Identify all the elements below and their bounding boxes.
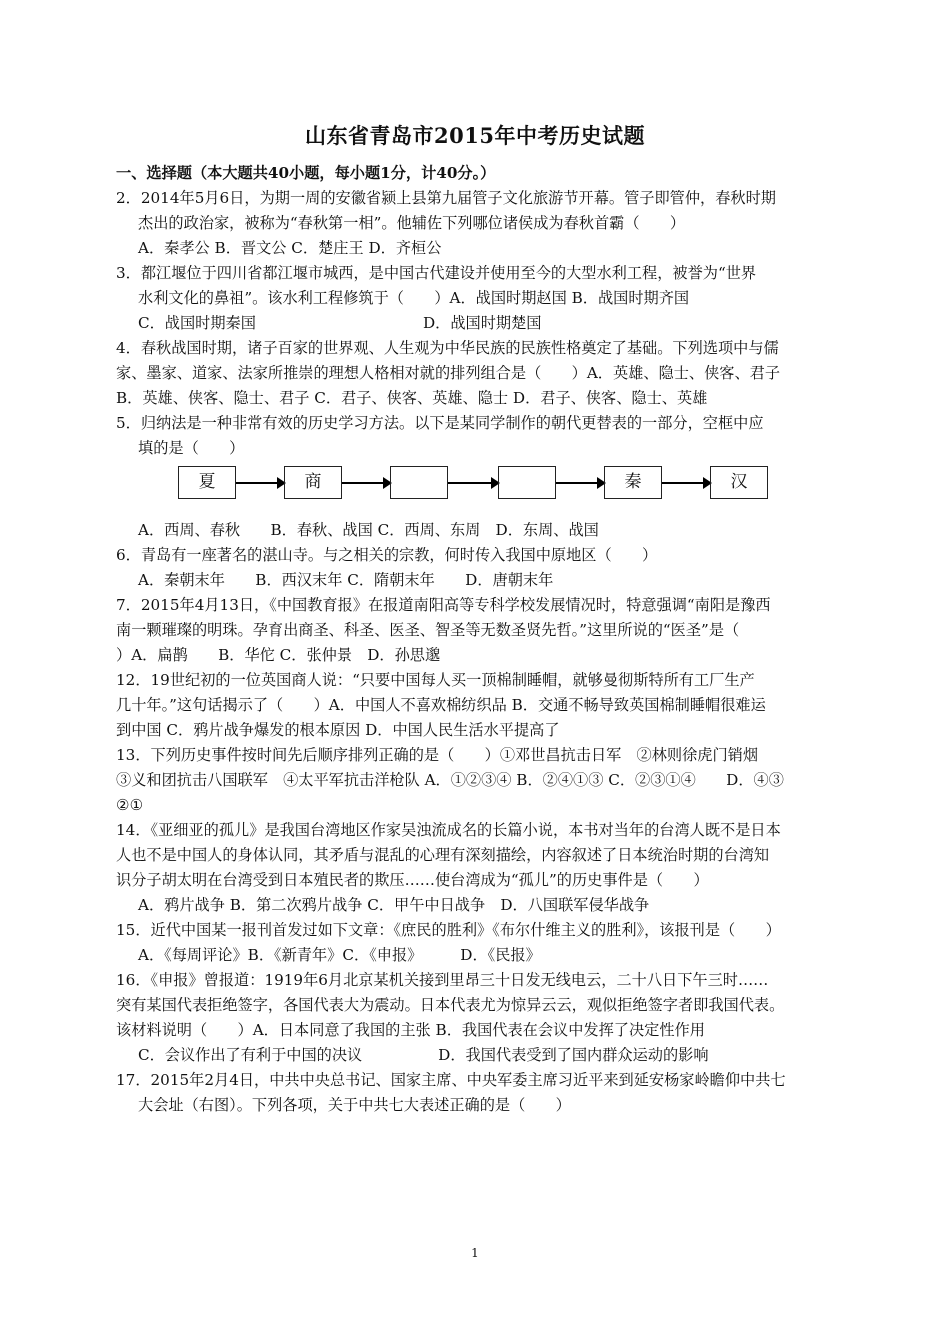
question-13-line-1: 13．下列历史事件按时间先后顺序排列正确的是（ ）①邓世昌抗击日军 ②林则徐虎门销烟 bbox=[116, 746, 759, 764]
question-13-line-2: ③义和团抗击八国联军 ④太平军抗击洋枪队 A．①②③④ B．②④①③ C．②③①④ D．④③ bbox=[116, 771, 784, 789]
question-7-options: ）A．扁鹊 B．华佗 C．张仲景 D．孙思邈 bbox=[116, 646, 441, 664]
question-12-line-2: 几十年。”这句话揭示了（ ）A．中国人不喜欢棉纺织品 B．交通不畅导致英国棉制睡帽很难运 bbox=[116, 696, 766, 714]
question-14-options: A．鸦片战争 B．第二次鸦片战争 C．甲午中日战争 D．八国联军侵华战争 bbox=[138, 896, 650, 914]
question-3-line-2: 水利文化的鼻祖”。该水利工程修筑于（ ）A．战国时期赵国 B．战国时期齐国 bbox=[138, 289, 690, 307]
question-15-line-1: 15．近代中国某一报刊首发过如下文章：《庶民的胜利》《布尔什维主义的胜利》，该报刊是（ ） bbox=[116, 921, 781, 939]
question-7-line-1: 7．2015年4月13日，《中国教育报》在报道南阳高等专科学校发展情况时，特意强调“南阳是豫西 bbox=[116, 596, 771, 614]
dynasty-box-shang: 商 bbox=[284, 466, 342, 499]
question-16-line-1: 16．《申报》曾报道：1919年6月北京某机关接到里昂三十日发无线电云，二十八日下午三时…… bbox=[116, 971, 769, 989]
arrow-2 bbox=[342, 482, 390, 484]
dynasty-box-qin: 秦 bbox=[604, 466, 662, 499]
question-6-line-1: 6．青岛有一座著名的湛山寺。与之相关的宗教，何时传入我国中原地区（ ） bbox=[116, 546, 658, 564]
section-heading: 一、选择题（本大题共40小题，每小题1分，计40分。） bbox=[116, 164, 496, 182]
question-17-line-2: 大会址（右图）。下列各项，关于中共七大表述正确的是（ ） bbox=[138, 1096, 571, 1114]
question-4-line-2: 家、墨家、道家、法家所推崇的理想人格相对就的排列组合是（ ）A．英雄、隐士、侠客、君子 bbox=[116, 364, 781, 382]
dynasty-box-blank-2 bbox=[498, 466, 556, 499]
dynasty-box-han: 汉 bbox=[710, 466, 768, 499]
question-5-line-2: 填的是（ ） bbox=[138, 439, 245, 457]
question-6-options: A．秦朝末年 B．西汉末年 C．隋朝末年 D．唐朝末年 bbox=[138, 571, 554, 589]
question-3-line-1: 3．都江堰位于四川省都江堰市城西，是中国古代建设并使用至今的大型水利工程，被誉为“世界 bbox=[116, 264, 757, 282]
dynasty-box-xia: 夏 bbox=[178, 466, 236, 499]
question-16-line-3: 该材料说明（ ）A．日本同意了我国的主张 B．我国代表在会议中发挥了决定性作用 bbox=[116, 1021, 705, 1039]
dynasty-box-blank-1 bbox=[390, 466, 448, 499]
question-5-line-1: 5．归纳法是一种非常有效的历史学习方法。以下是某同学制作的朝代更替表的一部分，空框中应 bbox=[116, 414, 764, 432]
question-2-line-2: 杰出的政治家，被称为“春秋第一相”。他辅佐下列哪位诸侯成为春秋首霸（ ） bbox=[138, 214, 686, 232]
question-17-line-1: 17．2015年2月4日，中共中央总书记、国家主席、中央军委主席习近平来到延安杨家岭瞻仰中共七 bbox=[116, 1071, 786, 1089]
question-4-options: B．英雄、侠客、隐士、君子 C．君子、侠客、英雄、隐士 D．君子、侠客、隐士、英雄 bbox=[116, 389, 708, 407]
question-12-line-1: 12．19世纪初的一位英国商人说：“只要中国每人买一顶棉制睡帽，就够曼彻斯特所有工厂生产 bbox=[116, 671, 755, 689]
page-title: 山东省青岛市2015年中考历史试题 bbox=[305, 123, 645, 148]
question-15-options: A．《每周评论》B．《新青年》C．《申报》 D．《民报》 bbox=[138, 946, 541, 964]
question-14-line-3: 识分子胡太明在台湾受到日本殖民者的欺压……使台湾成为“孤儿”的历史事件是（ ） bbox=[116, 871, 709, 889]
question-14-line-2: 人也不是中国人的身体认同，其矛盾与混乱的心理有深刻描绘，内容叙述了日本统治时期的台湾知 bbox=[116, 846, 770, 864]
arrow-3 bbox=[448, 482, 498, 484]
question-16-line-2: 突有某国代表拒绝签字，各国代表大为震动。日本代表尤为惊异云云，观似拒绝签字者即我国代表。 bbox=[116, 996, 785, 1014]
arrow-5 bbox=[662, 482, 710, 484]
question-4-line-1: 4．春秋战国时期，诸子百家的世界观、人生观为中华民族的民族性格奠定了基础。下列选项中与儒 bbox=[116, 339, 779, 357]
arrow-4 bbox=[556, 482, 604, 484]
page-number: 1 bbox=[471, 1246, 479, 1260]
dynasty-chain-diagram bbox=[178, 466, 770, 502]
question-5-options: A．西周、春秋 B．春秋、战国 C．西周、东周 D．东周、战国 bbox=[138, 521, 599, 539]
arrow-1 bbox=[236, 482, 284, 484]
question-2-line-1: 2．2014年5月6日，为期一周的安徽省颍上县第九届管子文化旅游节开幕。管子即管仲，春秋时期 bbox=[116, 189, 776, 207]
question-14-line-1: 14．《亚细亚的孤儿》是我国台湾地区作家吴浊流成名的长篇小说，本书对当年的台湾人既不是日本 bbox=[116, 821, 781, 839]
question-12-line-3: 到中国 C．鸦片战争爆发的根本原因 D．中国人民生活水平提高了 bbox=[116, 721, 560, 739]
question-13-line-3: ②① bbox=[116, 796, 144, 814]
question-7-line-2: 南一颗璀璨的明珠。孕育出商圣、科圣、医圣、智圣等无数圣贤先哲。”这里所说的“医圣”是（ bbox=[116, 621, 740, 639]
question-16-options: C．会议作出了有利于中国的决议 D．我国代表受到了国内群众运动的影响 bbox=[138, 1046, 709, 1064]
question-2-options: A．秦孝公 B．晋文公 C．楚庄王 D．齐桓公 bbox=[138, 239, 442, 257]
question-3-options: C．战国时期秦国 D．战国时期楚国 bbox=[138, 314, 542, 332]
